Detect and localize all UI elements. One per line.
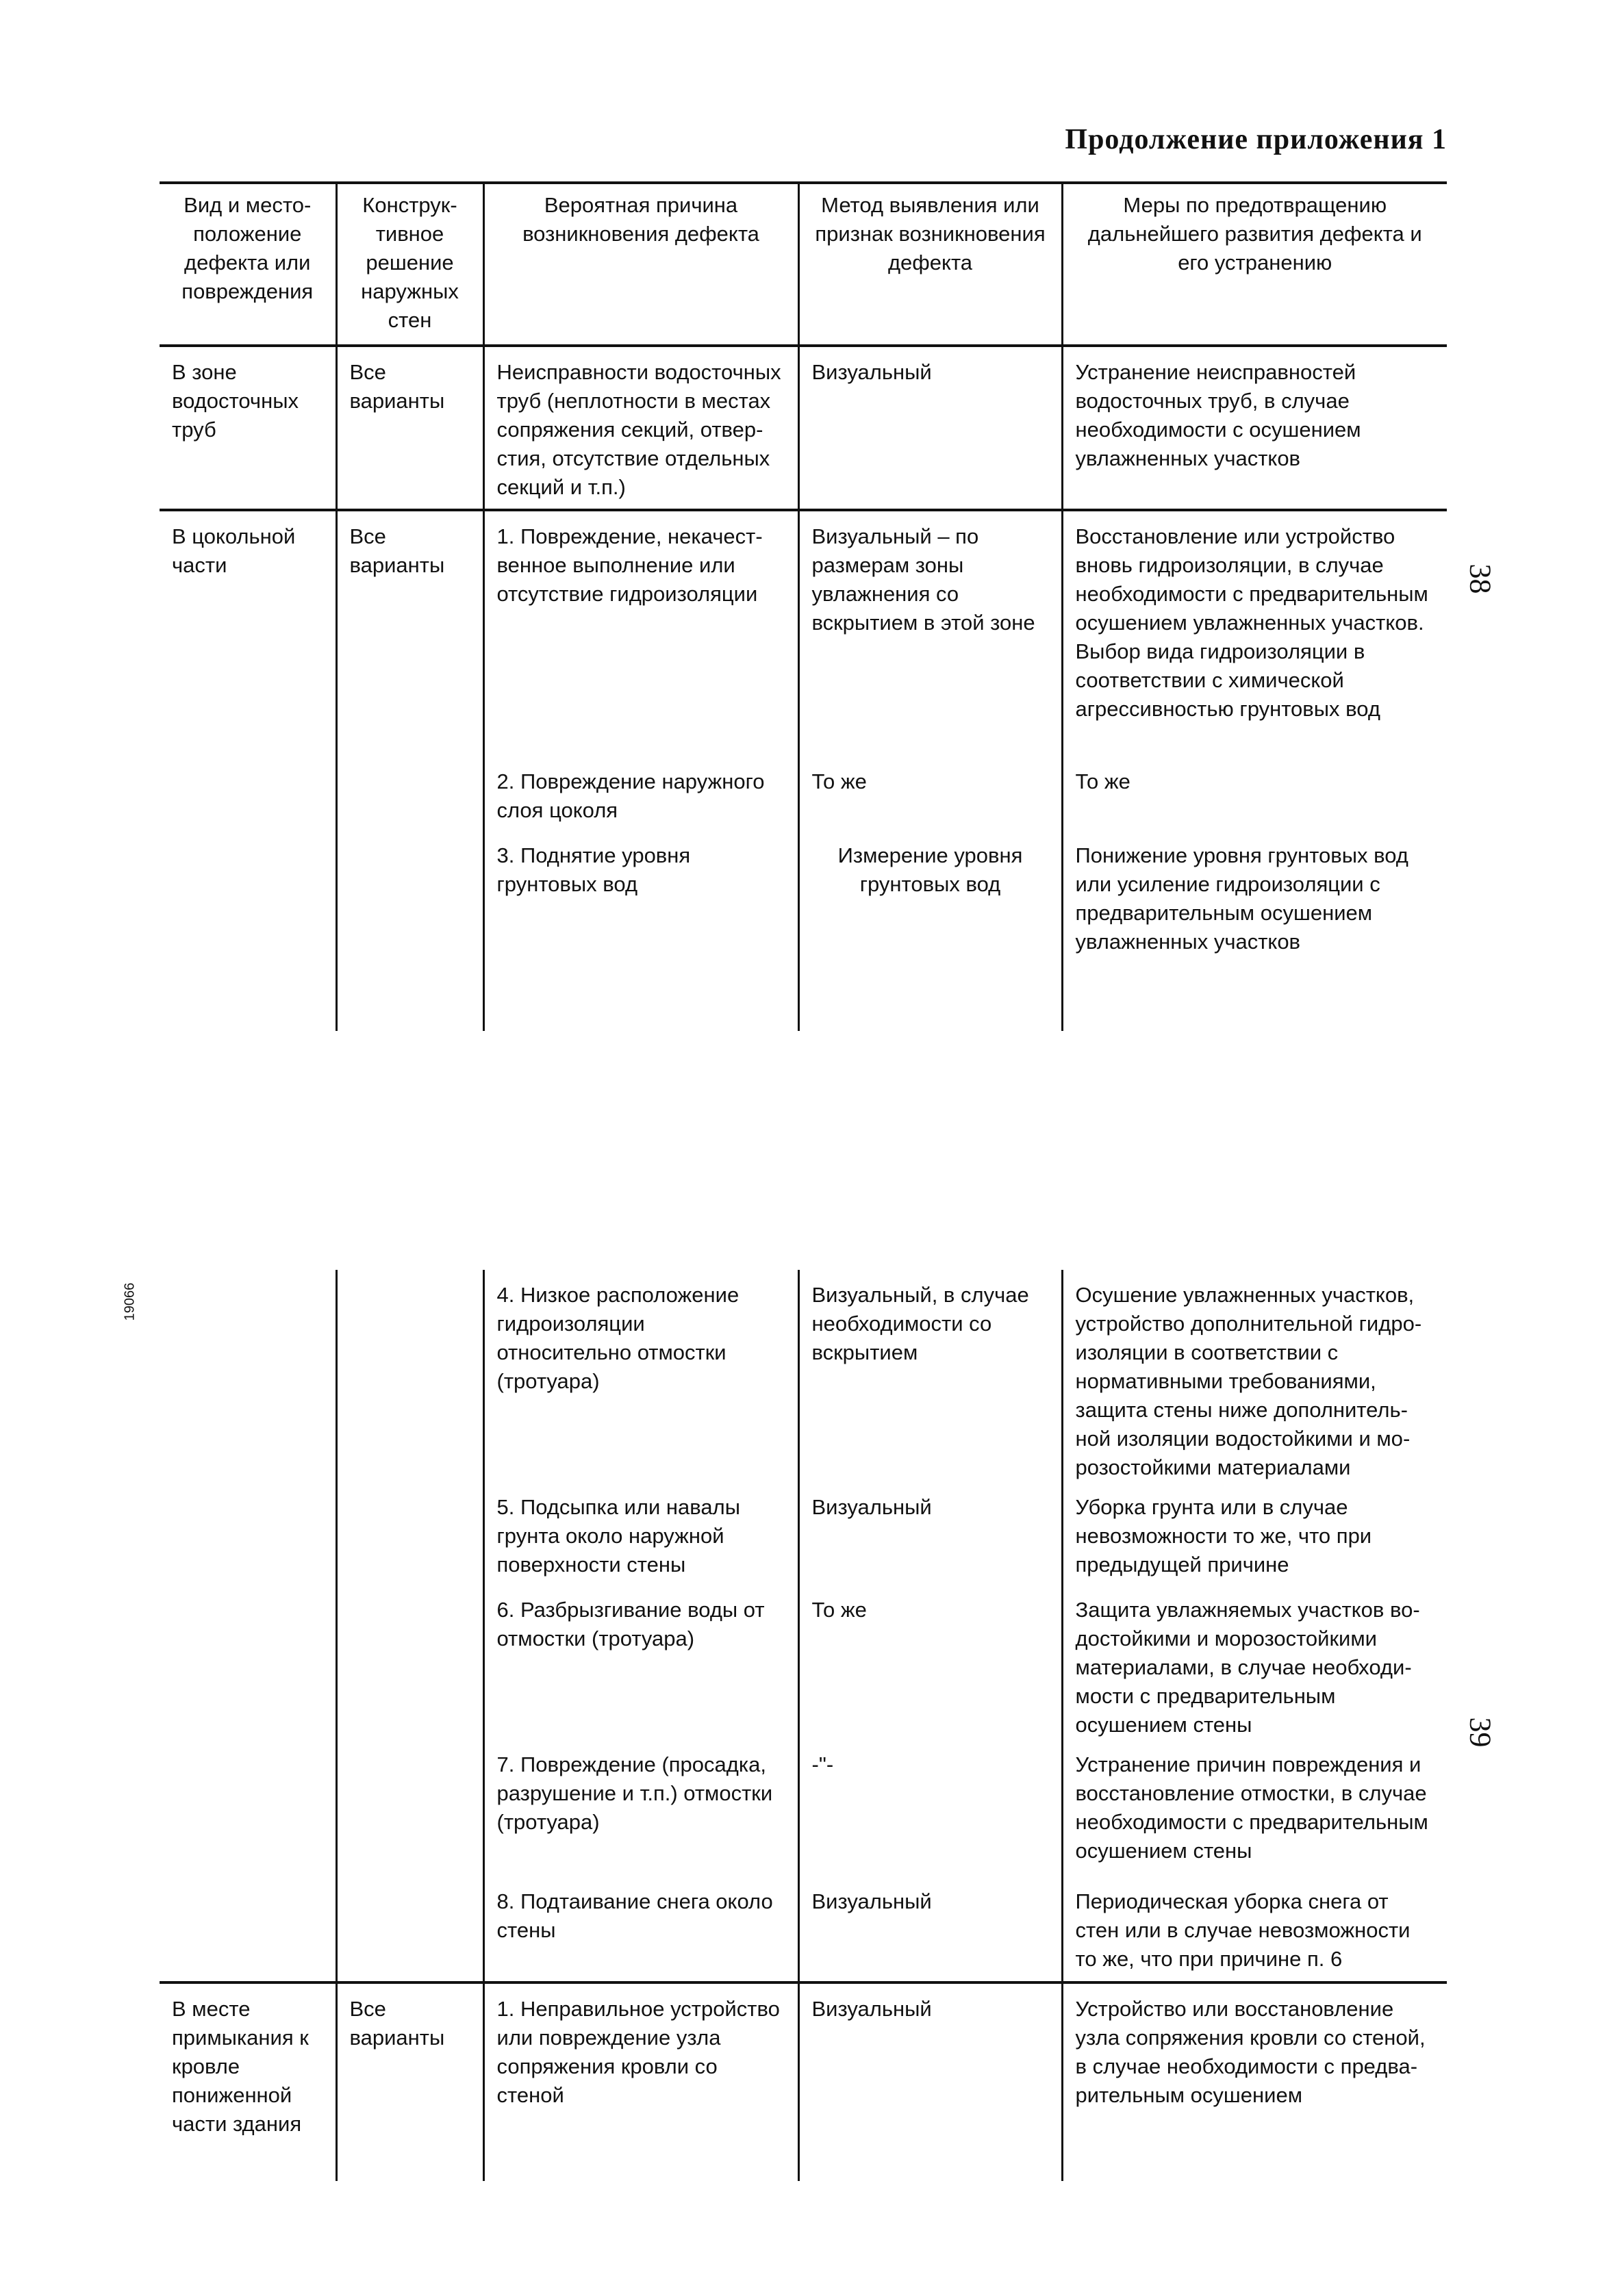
page-number-38: 38 xyxy=(1463,563,1497,594)
method-cell: Измерение уровня грунтовых вод xyxy=(798,837,1062,1031)
measures-cell: Понижение уровня грунтовых вод или усиление гидроизоляции с предварительным осушением увлажненных участков xyxy=(1062,837,1447,1031)
method-cell: Визуальный xyxy=(798,1489,1062,1592)
design-cell: Все варианты xyxy=(336,1982,483,2181)
cause-cell: 8. Подтаивание снега около стены xyxy=(483,1883,798,1982)
page-heading: Продолжение приложения 1 xyxy=(1065,124,1447,155)
location-cell xyxy=(160,1883,336,1982)
measures-cell: Периодическая уборка снега от стен или в случае невозможности то же, что при причине п. 6 xyxy=(1062,1883,1447,1982)
column-header-location: Вид и местоположение дефекта или повреждения xyxy=(160,183,336,346)
table-row xyxy=(160,1883,1447,1982)
method-cell: Визуальный xyxy=(798,1883,1062,1982)
measures-cell: Устранение неисправностей водосточных труб, в случае необходимости с осушением увлажненных участков xyxy=(1062,346,1447,510)
method-cell: -"- xyxy=(798,1746,1062,1883)
design-cell xyxy=(336,1883,483,1982)
design-cell xyxy=(336,837,483,1031)
method-cell: Визуальный xyxy=(798,1982,1062,2181)
table-row xyxy=(160,1982,1447,2181)
cause-cell: 1. Повреждение, некачественное выполнение или отсутствие гидроизоляции xyxy=(483,510,798,763)
measures-cell: Защита увлажняемых участков водостойкими и морозостойкими материалами, в случае необходимости с предварительным осушением стены xyxy=(1062,1592,1447,1746)
table-header-row xyxy=(160,183,1447,346)
measures-cell: Устройство или восстановление узла сопряжения кровли со стеной, в случае необходимости с предварительным осушением xyxy=(1062,1982,1447,2181)
table-row xyxy=(160,837,1447,1031)
design-cell xyxy=(336,1746,483,1883)
cause-cell: 4. Низкое расположение гидроизоляции относительно отмостки (тротуара) xyxy=(483,1270,798,1489)
measures-cell: Уборка грунта или в случае невозможности то же, что при предыдущей причине xyxy=(1062,1489,1447,1592)
page-number-39: 39 xyxy=(1463,1717,1497,1748)
table-row xyxy=(160,763,1447,837)
defects-table-part-1 xyxy=(160,181,1447,1031)
method-cell: То же xyxy=(798,763,1062,837)
location-cell xyxy=(160,763,336,837)
location-cell xyxy=(160,1746,336,1883)
location-cell xyxy=(160,1270,336,1489)
design-cell: Все варианты xyxy=(336,346,483,510)
location-cell: В зоне водосточных труб xyxy=(160,346,336,510)
table-row xyxy=(160,346,1447,510)
defects-table-part-2 xyxy=(160,1270,1447,2181)
design-cell xyxy=(336,1592,483,1746)
column-header-method: Метод выявления или признак возникновения дефекта xyxy=(798,183,1062,346)
measures-cell: Устранение причин повреждения и восстановление отмостки, в случае необходимости с предварительным осушением стены xyxy=(1062,1746,1447,1883)
location-cell: В месте примыкания к кровле пониженной части здания xyxy=(172,1997,309,2136)
design-cell xyxy=(336,1270,483,1489)
table-row xyxy=(160,1489,1447,1592)
side-code: 19066 xyxy=(122,1282,138,1321)
cause-cell: 6. Разбрызгивание воды от отмостки (тротуара) xyxy=(483,1592,798,1746)
location-cell xyxy=(160,1489,336,1592)
measures-cell: Восстановление или устройство вновь гидроизоляции, в случае необходимости с предварительным осушением увлажненных участков. Выбор вида гидроизоляции в соответствии с химической агрессивностью грунтовых вод xyxy=(1062,510,1447,763)
method-cell: Визуальный xyxy=(798,346,1062,510)
table-row xyxy=(160,1592,1447,1746)
cause-cell: 7. Повреждение (просадка, разрушение и т.п.) отмостки (тротуара) xyxy=(483,1746,798,1883)
design-cell xyxy=(336,763,483,837)
cause-cell: 3. Поднятие уровня грунтовых вод xyxy=(483,837,798,1031)
column-header-cause: Вероятная причина возникновения дефекта xyxy=(483,183,798,346)
design-cell: Все варианты xyxy=(336,510,483,763)
cause-cell: 2. Повреждение наружного слоя цоколя xyxy=(483,763,798,837)
method-cell: То же xyxy=(798,1592,1062,1746)
location-cell xyxy=(160,1592,336,1746)
method-cell: Визуальный, в случае необходимости со вскрытием xyxy=(798,1270,1062,1489)
table-row xyxy=(160,1746,1447,1883)
cause-cell: 5. Подсыпка или навалы грунта около наружной поверхности стены xyxy=(483,1489,798,1592)
location-cell xyxy=(160,837,336,1031)
measures-cell: Осушение увлажненных участков, устройство дополнительной гидроизоляции в соответствии с нормативными требованиями, защита стены ниже дополнительной изоляции водостойкими и морозостойкими материалами xyxy=(1062,1270,1447,1489)
method-cell: Визуальный – по размерам зоны увлажнения со вскрытием в этой зоне xyxy=(798,510,1062,763)
cause-cell: 1. Неправильное устройство или повреждение узла сопряжения кровли со стеной xyxy=(483,1982,798,2181)
design-cell xyxy=(336,1489,483,1592)
column-header-measures: Меры по предотвращению дальнейшего развития дефекта и его устранению xyxy=(1062,183,1447,346)
table-row xyxy=(160,510,1447,763)
measures-cell: То же xyxy=(1062,763,1447,837)
cause-cell: Неисправности водосточных труб (неплотности в местах сопряжения секций, отверстия, отсутствие отдельных секций и т.п.) xyxy=(483,346,798,510)
location-cell: В цокольной части xyxy=(172,524,296,577)
table-row xyxy=(160,1270,1447,1489)
column-header-design: Конструктивное решение наружных стен xyxy=(336,183,483,346)
